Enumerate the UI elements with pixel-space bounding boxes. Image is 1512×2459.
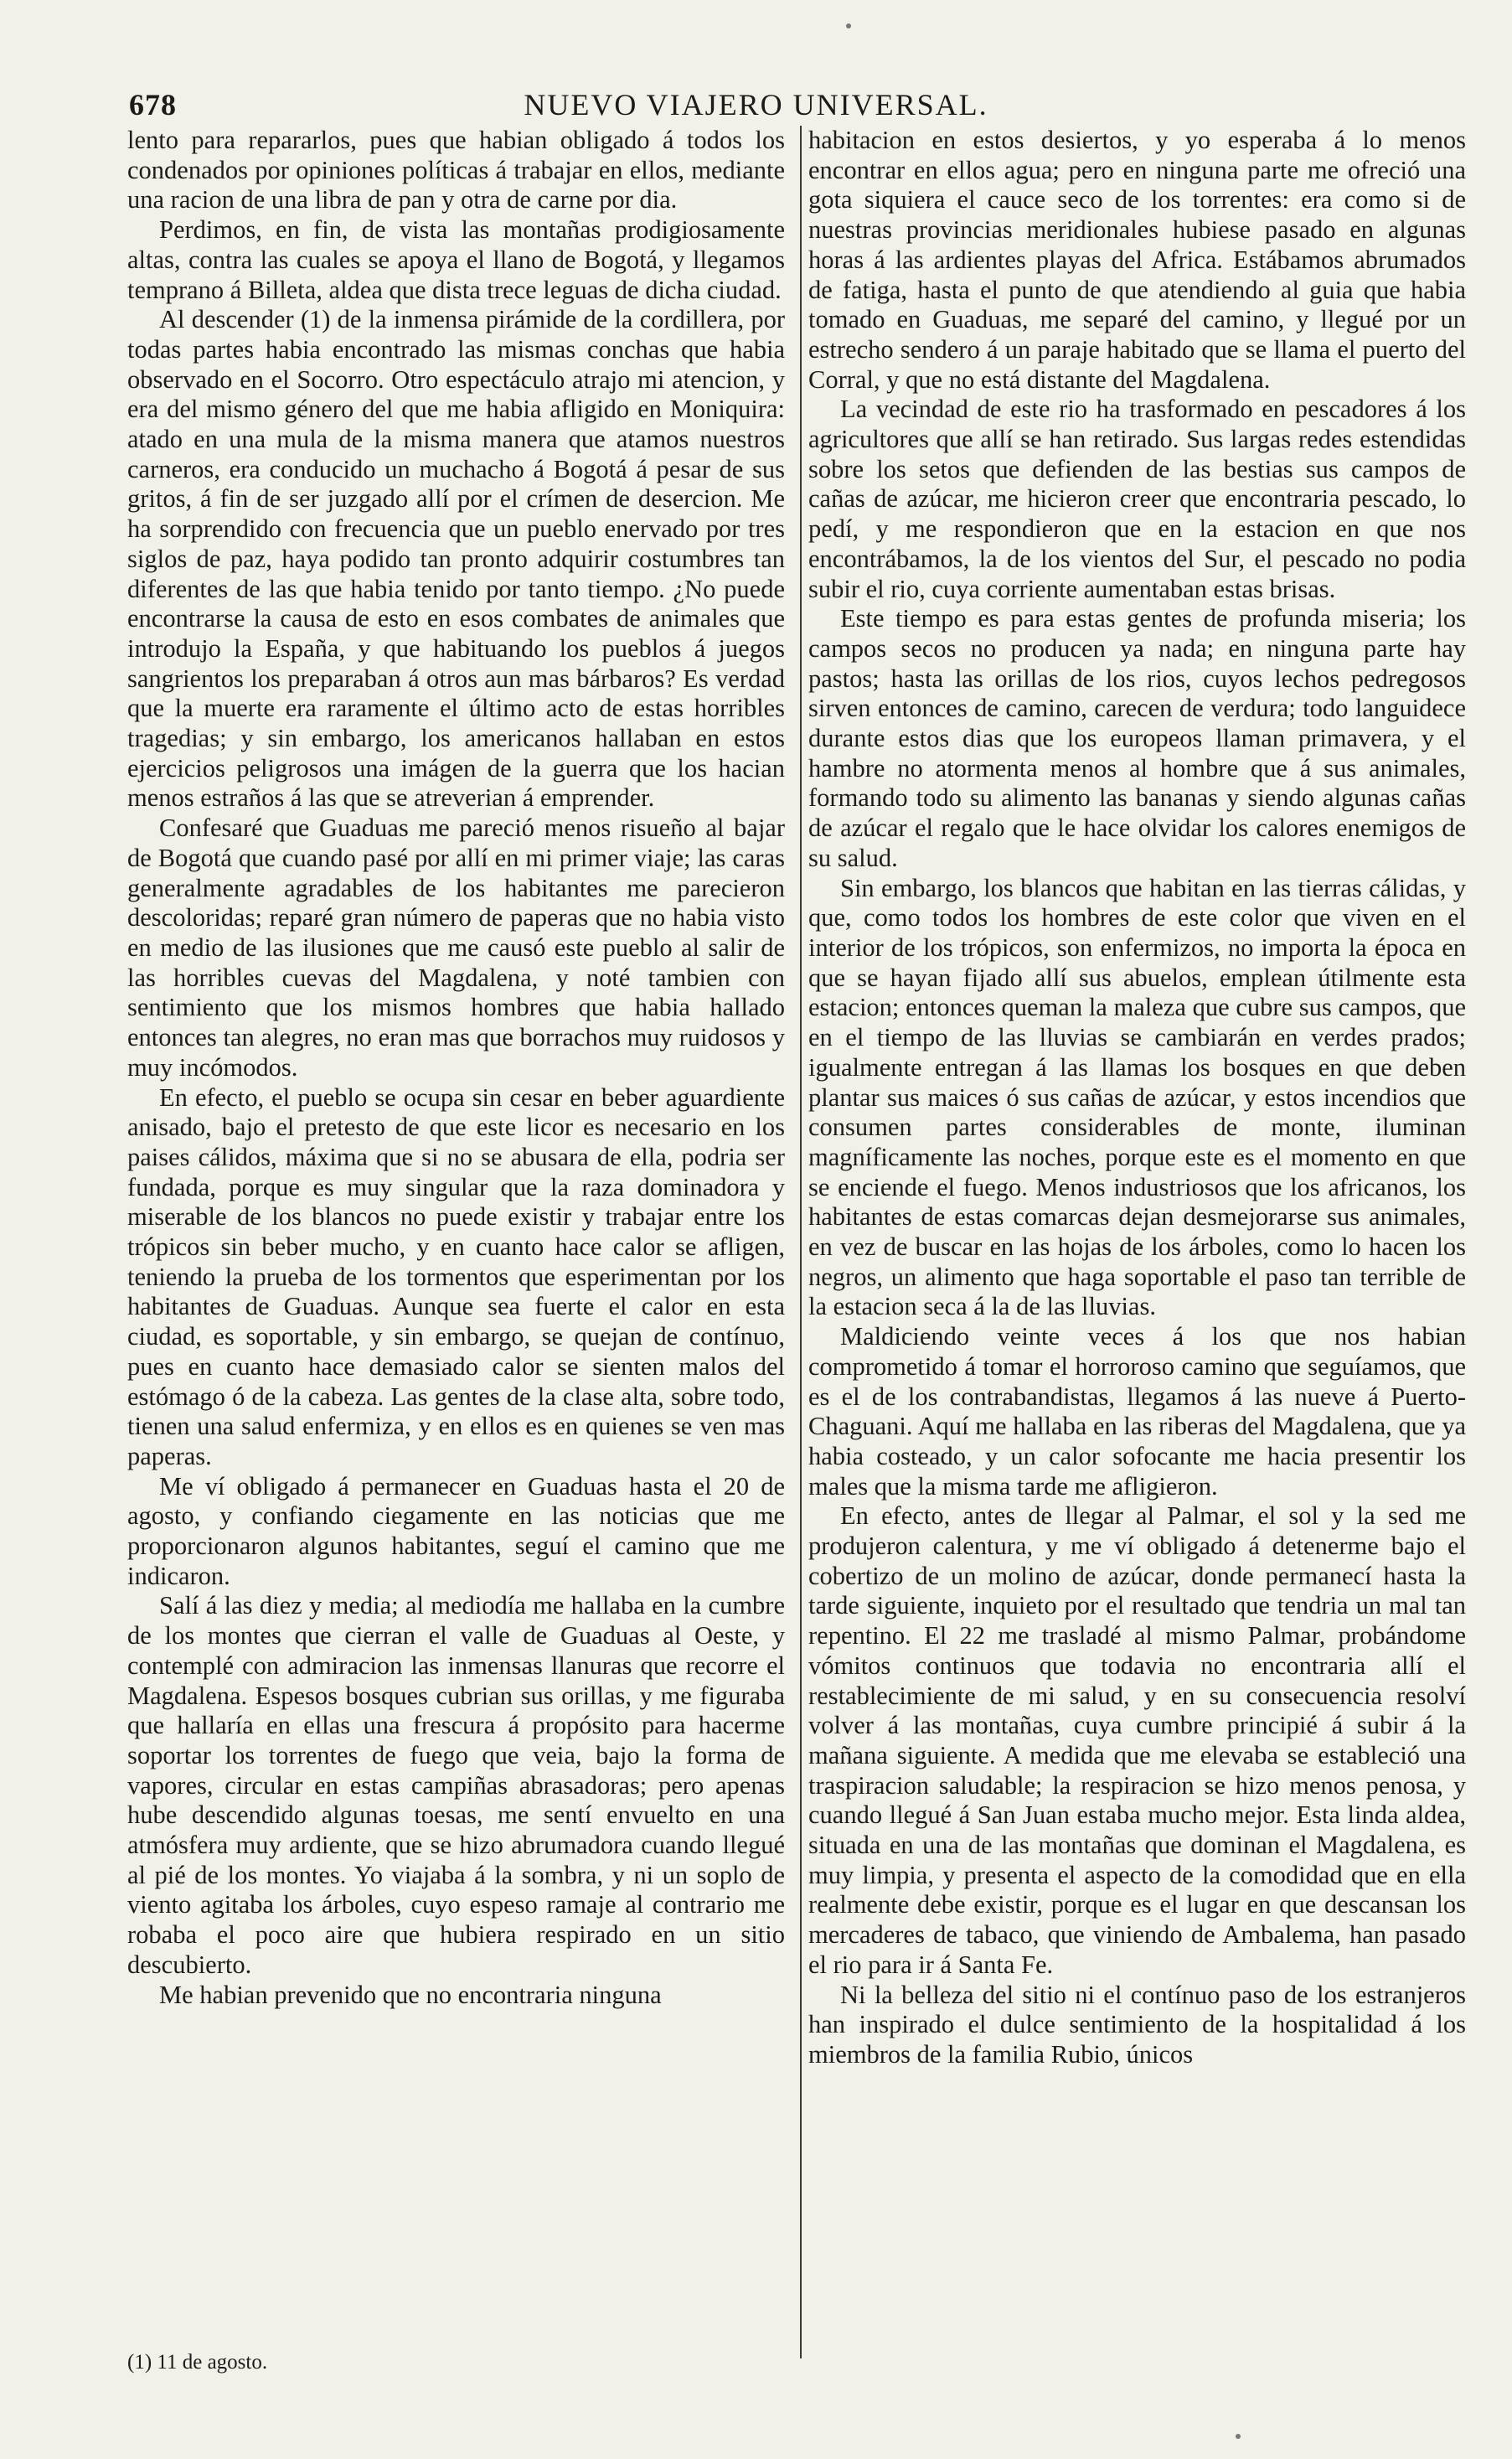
column-divider: [800, 126, 802, 2358]
paragraph: La vecindad de este rio ha trasformado en pescadores á los agricultores que allí se han retirado. Sus largas redes estendidas sobre los setos que defienden de las bestias sus campos de cañas de azúcar, me hicieron creer que encontraria pescado, lo pedí, y me respondieron que en la estacion en que nos encontrábamos, la de los vientos del Sur, el pescado no podia subir el rio, cuya corriente aumentaban estas brisas.: [808, 395, 1466, 603]
paragraph: Perdimos, en fin, de vista las montañas prodigiosamente altas, contra las cuales se apoya el llano de Bogotá, y llegamos temprano á Billeta, aldea que dista trece leguas de dicha ciudad.: [127, 215, 785, 304]
left-column: [127, 126, 785, 2010]
paragraph: Sin embargo, los blancos que habitan en las tierras cálidas, y que, como todos los hombres de este color que viven en el interior de los trópicos, son enfermizos, no importa la época en que se hayan fijado allí sus abuelos, emplean útilmente esta estacion; entonces queman la maleza que cubre sus campos, que en el tiempo de las lluvias se cambiarán en verdes prados; igualmente entregan á las llamas los bosques en que deben plantar sus maices ó sus cañas de azúcar, y estos incendios que consumen partes considerables de monte, iluminan magníficamente las noches, porque este es el momento en que se enciende el fuego. Menos industriosos que los africanos, los habitantes de estas comarcas dejan desmejorarse sus animales, en vez de buscar en las hojas de los árboles, como lo hacen los negros, un alimento que haga soportable el paso tan terrible de la estacion seca á la de las lluvias.: [808, 873, 1466, 1321]
paragraph: lento para repararlos, pues que habian obligado á todos los condenados por opiniones políticas á trabajar en ellos, mediante una racion de una libra de pan y otra de carne por dia.: [127, 126, 785, 214]
paragraph: En efecto, el pueblo se ocupa sin cesar en beber aguardiente anisado, bajo el pretesto de que este licor es necesario en los paises cálidos, máxima que si no se abusara de ella, podria ser fundada, porque es muy singular que la raza dominadora y miserable de los blancos no puede existir y trabajar entre los trópicos sin beber mucho, y en cuanto hace calor se afligen, teniendo la prueba de los tormentos que esperimentan por los habitantes de Guaduas. Aunque sea fuerte el calor en esta ciudad, es soportable, y sin embargo, se quejan de contínuo, pues en cuanto hace demasiado calor se sienten malos del estómago ó de la cabeza. Las gentes de la clase alta, sobre todo, tienen una salud enfermiza, y en ellos es en quienes se ven mas paperas.: [127, 1082, 785, 1470]
right-column: [808, 126, 1466, 2070]
paragraph: Me habian prevenido que no encontraria ninguna: [159, 1980, 662, 2009]
paragraph: Confesaré que Guaduas me pareció menos risueño al bajar de Bogotá que cuando pasé por allí en mi primer viaje; las caras generalmente agradables de los habitantes me parecieron descoloridas; reparé gran número de paperas que no habia visto en medio de las ilusiones que me causó este pueblo al salir de las horribles cuevas del Magdalena, y noté tambien con sentimiento que los mismos hombres que habia hallado entonces tan alegres, no eran mas que borrachos muy ruidosos y muy incómodos.: [127, 814, 785, 1082]
paragraph: Salí á las diez y media; al mediodía me hallaba en la cumbre de los montes que cierran el valle de Guaduas al Oeste, y contemplé con admiracion las inmensas llanuras que recorre el Magdalena. Espesos bosques cubrian sus orillas, y me figuraba que hallaría en ellas una frescura á propósito para hacerme soportar los torrentes de fuego que veia, bajo la forma de vapores, circular en estas campiñas abrasadoras; pero apenas hube descendido algunas toesas, me sentí envuelto en una atmósfera muy ardiente, que se hizo abrumadora cuando llegué al pié de los montes. Yo viajaba á la sombra, y ni un soplo de viento agitaba los árboles, cuyo espeso ramaje al contrario me robaba el poco aire que hubiera respirado en un sitio descubierto.: [127, 1591, 785, 1979]
print-speck: [846, 23, 851, 28]
print-speck: [1236, 2434, 1241, 2439]
paragraph: Me ví obligado á permanecer en Guaduas hasta el 20 de agosto, y confiando ciegamente en las noticias que me proporcionaron algunos habitantes, seguí el camino que me indicaron.: [127, 1471, 785, 1590]
paragraph: En efecto, antes de llegar al Palmar, el sol y la sed me produjeron calentura, y me ví obligado á detenerme bajo el cobertizo de un molino de azúcar, donde permanecí hasta la tarde siguiente, inquieto por el resultado que tendria un mal tan repentino. El 22 me trasladé al mismo Palmar, probándome vómitos continuos que todavia no encontraria allí el restablecimiente de mi salud, y en su consecuencia resolví volver á las montañas, cuya cumbre principié á subir á la mañana siguiente. A medida que me elevaba se estableció una traspiracion saludable; la respiracion se hizo menos penosa, y cuando llegué á San Juan estaba mucho mejor. Esta linda aldea, situada en una de las montañas que dominan el Magdalena, es muy limpia, y presenta el aspecto de la comodidad que en ella realmente debe existir, porque es el lugar en que descansan los mercaderes de tabaco, que viniendo de Ambalema, han pasado el rio para ir á Santa Fe.: [808, 1501, 1466, 1979]
page-number: 678: [129, 88, 177, 121]
running-header: [126, 87, 1386, 124]
running-title: NUEVO VIAJERO UNIVERSAL.: [524, 88, 988, 121]
paragraph: Al descender (1) de la inmensa pirámide de la cordillera, por todas partes habia encontrado las mismas conchas que habia observado en el Socorro. Otro espectáculo atrajo mi atencion, y era del mismo género del que me habia afligido en Moniquira: atado en una mula de la misma manera que atamos nuestros carneros, era conducido un muchacho á Bogotá á pesar de sus gritos, á fin de ser juzgado allí por el crímen de desercion. Me ha sorprendido con frecuencia que un pueblo enervado por tres siglos de paz, haya podido tan pronto adquirir costumbres tan diferentes de las que habia tenido por tanto tiempo. ¿No puede encontrarse la causa de esto en esos combates de animales que introdujo la España, y que habituando los pueblos á juegos sangrientos los preparaban á otros aun mas bárbaros? Es verdad que la muerte era raramente el último acto de estas horribles tragedias; y sin embargo, los americanos hallaban en estos ejercicios peligrosos una imágen de la guerra que los hacian menos estraños á las que se atreverian á emprender.: [127, 305, 785, 813]
paragraph: Este tiempo es para estas gentes de profunda miseria; los campos secos no producen ya nada; en ninguna parte hay pastos; hasta las orillas de los rios, cuyos lechos pedregosos sirven entonces de camino, carecen de verdura; todo languidece durante estos dias que los europeos llaman primavera, y el hambre no atormenta menos al hombre que á sus animales, formando todo su alimento las bananas y siendo algunas cañas de azúcar el regalo que le hace olvidar los calores enemigos de su salud.: [808, 604, 1466, 872]
footnote: (1) 11 de agosto.: [127, 2351, 268, 2374]
paragraph: Maldiciendo veinte veces á los que nos habian comprometido á tomar el horroroso camino que seguíamos, que es el de los contrabandistas, llegamos á las nueve á Puerto-Chaguani. Aquí me hallaba en las riberas del Magdalena, que ya habia costeado, y un calor sofocante me hacia presentir los males que la misma tarde me afligieron.: [808, 1322, 1466, 1501]
paragraph: habitacion en estos desiertos, y yo esperaba á lo menos encontrar en ellos agua; pero en ninguna parte me ofreció una gota siquiera el cauce seco de los torrentes: era como si de nuestras provincias meridionales hubiese pasado en algunas horas á las ardientes playas del Africa. Estábamos abrumados de fatiga, hasta el punto de que atendiendo al guia que habia tomado en Guaduas, me separé del camino, y llegué por un estrecho sendero á un paraje habitado que se llama el puerto del Corral, y que no está distante del Magdalena.: [808, 126, 1466, 394]
paragraph: Ni la belleza del sitio ni el contínuo paso de los estranjeros han inspirado el dulce sentimiento de la hospitalidad á los miembros de la familia Rubio, únicos: [808, 1980, 1466, 2069]
